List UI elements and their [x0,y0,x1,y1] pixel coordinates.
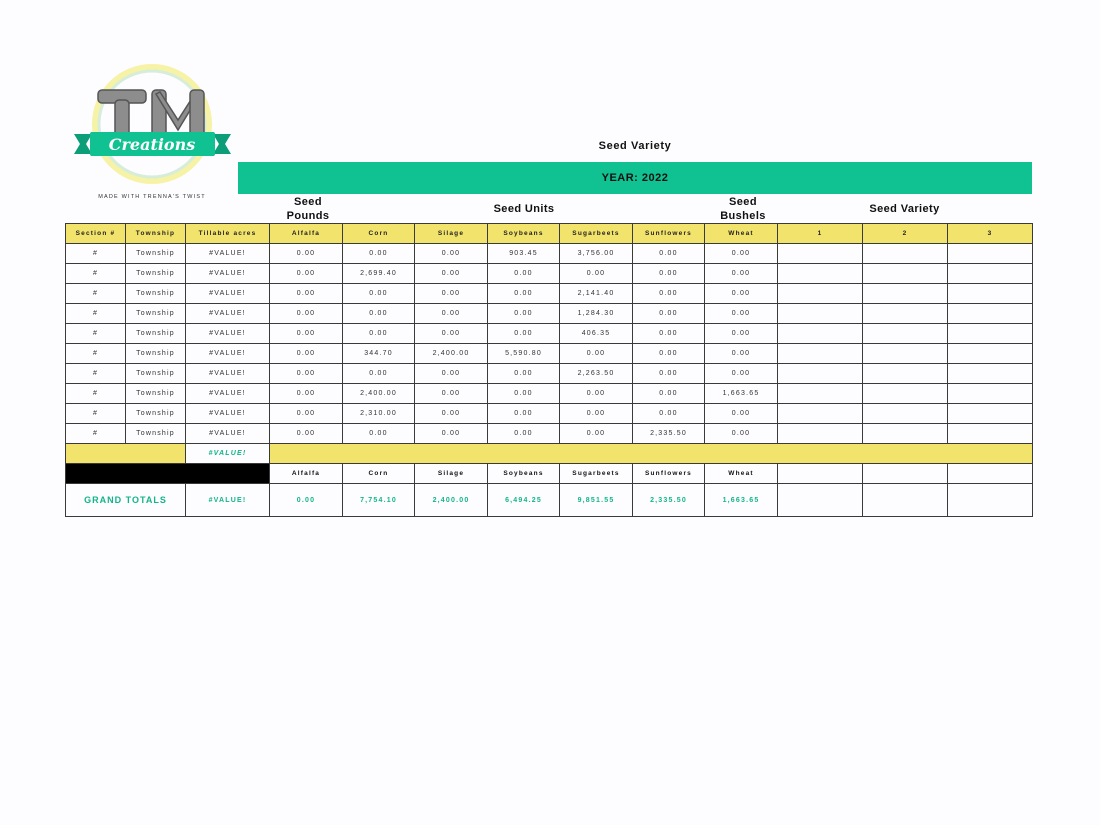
cell-1[interactable] [778,344,863,364]
cell-section[interactable]: # [66,284,126,304]
subtotal-fill-cell[interactable] [270,444,1033,464]
grand-totals-row [66,484,1033,517]
cell-wheat[interactable]: 0.00 [705,324,778,344]
cell-section[interactable]: # [66,384,126,404]
table-row [66,364,1033,384]
table-row [66,344,1033,364]
seed-table [65,223,1033,517]
column-header-sugarbeets[interactable]: Sugarbeets [560,224,633,244]
cell-sugarbeets[interactable]: 2,141.40 [560,284,633,304]
cell-corn[interactable]: 2,310.00 [343,404,415,424]
cell-silage[interactable]: 0.00 [415,304,488,324]
cell-2[interactable] [863,284,948,304]
grand-total-variety-1[interactable] [778,484,863,517]
cell-sunflowers[interactable]: 0.00 [633,364,705,384]
cell-township[interactable]: Township [126,404,186,424]
cell-tillable-acres[interactable]: #VALUE! [186,424,270,444]
cell-tillable-acres[interactable]: #VALUE! [186,384,270,404]
variety-cell-1[interactable] [778,464,863,484]
year-banner [238,162,1032,194]
cell-alfalfa[interactable]: 0.00 [270,404,343,424]
cell-alfalfa[interactable]: 0.00 [270,384,343,404]
crop-label-alfalfa[interactable]: Alfalfa [270,464,343,484]
cell-section[interactable]: # [66,424,126,444]
cell-1[interactable] [778,264,863,284]
cell-2[interactable] [863,324,948,344]
cell-soybeans[interactable]: 0.00 [488,284,560,304]
page-title: Seed Variety [598,140,672,152]
seed-variety-group-label: Seed Variety [869,203,940,215]
cell-soybeans[interactable]: 0.00 [488,304,560,324]
cell-2[interactable] [863,244,948,264]
cell-township[interactable]: Township [126,424,186,444]
cell-silage[interactable]: 0.00 [415,384,488,404]
cell-wheat[interactable]: 0.00 [705,344,778,364]
cell-sugarbeets[interactable]: 0.00 [560,424,633,444]
subtotal-tillable-acres[interactable]: #VALUE! [186,444,270,464]
cell-silage[interactable]: 0.00 [415,404,488,424]
cell-sunflowers[interactable]: 0.00 [633,304,705,324]
column-header-silage[interactable]: Silage [415,224,488,244]
variety-cell-3[interactable] [948,464,1033,484]
column-header-2[interactable]: 2 [863,224,948,244]
column-header-row [66,224,1033,244]
cell-soybeans[interactable]: 5,590.80 [488,344,560,364]
cell-2[interactable] [863,384,948,404]
grand-total-variety-2[interactable] [863,484,948,517]
cell-section[interactable]: # [66,324,126,344]
seed-units-group-label: Seed Units [493,203,555,215]
table-row [66,324,1033,344]
cell-township[interactable]: Township [126,384,186,404]
cell-1[interactable] [778,404,863,424]
cell-sugarbeets[interactable]: 1,284.30 [560,304,633,324]
cell-3[interactable] [948,384,1033,404]
cell-sunflowers[interactable]: 0.00 [633,404,705,424]
cell-tillable-acres[interactable]: #VALUE! [186,344,270,364]
table-row [66,264,1033,284]
crop-label-row [66,464,1033,484]
cell-corn[interactable]: 0.00 [343,244,415,264]
table-row [66,384,1033,404]
column-header-alfalfa[interactable]: Alfalfa [270,224,343,244]
seed-bushels-group-label: Seed Bushels [720,196,766,222]
cell-section[interactable]: # [66,244,126,264]
cell-1[interactable] [778,384,863,404]
cell-silage[interactable]: 0.00 [415,364,488,384]
cell-silage[interactable]: 0.00 [415,324,488,344]
cell-wheat[interactable]: 0.00 [705,284,778,304]
cell-sunflowers[interactable]: 0.00 [633,244,705,264]
cell-soybeans[interactable]: 0.00 [488,404,560,424]
cell-sunflowers[interactable]: 0.00 [633,284,705,304]
cell-1[interactable] [778,324,863,344]
column-header-tillable-acres[interactable]: Tillable acres [186,224,270,244]
cell-tillable-acres[interactable]: #VALUE! [186,364,270,384]
cell-tillable-acres[interactable]: #VALUE! [186,264,270,284]
cell-corn[interactable]: 0.00 [343,324,415,344]
cell-3[interactable] [948,284,1033,304]
cell-1[interactable] [778,284,863,304]
cell-alfalfa[interactable]: 0.00 [270,244,343,264]
cell-wheat[interactable]: 0.00 [705,264,778,284]
cell-silage[interactable]: 0.00 [415,244,488,264]
cell-corn[interactable]: 0.00 [343,364,415,384]
cell-sunflowers[interactable]: 0.00 [633,384,705,404]
year-label: YEAR: 2022 [601,172,669,184]
cell-silage[interactable]: 0.00 [415,284,488,304]
cell-township[interactable]: Township [126,364,186,384]
cell-soybeans[interactable]: 0.00 [488,324,560,344]
cell-wheat[interactable]: 0.00 [705,364,778,384]
cell-alfalfa[interactable]: 0.00 [270,364,343,384]
cell-wheat[interactable]: 0.00 [705,404,778,424]
cell-sugarbeets[interactable]: 0.00 [560,404,633,424]
column-header-wheat[interactable]: Wheat [705,224,778,244]
cell-1[interactable] [778,244,863,264]
table-row [66,424,1033,444]
crop-label-sunflowers[interactable]: Sunflowers [633,464,705,484]
cell-silage[interactable]: 2,400.00 [415,344,488,364]
cell-1[interactable] [778,364,863,384]
cell-3[interactable] [948,264,1033,284]
cell-section[interactable]: # [66,404,126,424]
cell-3[interactable] [948,324,1033,344]
cell-township[interactable]: Township [126,264,186,284]
grand-total-alfalfa[interactable]: 0.00 [270,484,343,517]
table-row [66,244,1033,264]
crop-label-corn[interactable]: Corn [343,464,415,484]
subtotal-blank-cell[interactable] [66,444,186,464]
cell-soybeans[interactable]: 0.00 [488,384,560,404]
column-header-township[interactable]: Township [126,224,186,244]
cell-sunflowers[interactable]: 0.00 [633,344,705,364]
cell-alfalfa[interactable]: 0.00 [270,304,343,324]
grand-total-sugarbeets[interactable]: 9,851.55 [560,484,633,517]
logo-name: Creations [108,135,196,154]
cell-silage[interactable]: 0.00 [415,264,488,284]
seed-pounds-group-label: Seed Pounds [286,196,330,222]
cell-2[interactable] [863,424,948,444]
cell-sunflowers[interactable]: 0.00 [633,324,705,344]
cell-2[interactable] [863,264,948,284]
grand-total-variety-3[interactable] [948,484,1033,517]
grand-total-silage[interactable]: 2,400.00 [415,484,488,517]
cell-alfalfa[interactable]: 0.00 [270,284,343,304]
black-cell [66,464,270,484]
cell-soybeans[interactable]: 903.45 [488,244,560,264]
table-row [66,404,1033,424]
cell-tillable-acres[interactable]: #VALUE! [186,284,270,304]
column-header-soybeans[interactable]: Soybeans [488,224,560,244]
crop-label-silage[interactable]: Silage [415,464,488,484]
cell-3[interactable] [948,424,1033,444]
crop-label-soybeans[interactable]: Soybeans [488,464,560,484]
column-header-3[interactable]: 3 [948,224,1033,244]
cell-wheat[interactable]: 0.00 [705,244,778,264]
cell-corn[interactable]: 2,699.40 [343,264,415,284]
cell-2[interactable] [863,344,948,364]
crop-label-wheat[interactable]: Wheat [705,464,778,484]
cell-corn[interactable]: 344.70 [343,344,415,364]
crop-label-sugarbeets[interactable]: Sugarbeets [560,464,633,484]
cell-wheat[interactable]: 0.00 [705,304,778,324]
cell-section[interactable]: # [66,304,126,324]
cell-corn[interactable]: 0.00 [343,304,415,324]
column-header-1[interactable]: 1 [778,224,863,244]
cell-section[interactable]: # [66,364,126,384]
cell-township[interactable]: Township [126,324,186,344]
logo-tagline: MADE WITH TRENNA'S TWIST [98,194,206,200]
cell-3[interactable] [948,364,1033,384]
cell-wheat[interactable]: 0.00 [705,424,778,444]
cell-sugarbeets[interactable]: 0.00 [560,384,633,404]
cell-tillable-acres[interactable]: #VALUE! [186,244,270,264]
cell-township[interactable]: Township [126,284,186,304]
cell-alfalfa[interactable]: 0.00 [270,264,343,284]
cell-sugarbeets[interactable]: 0.00 [560,264,633,284]
cell-3[interactable] [948,304,1033,324]
grand-totals-label: GRAND TOTALS [66,484,186,517]
cell-corn[interactable]: 0.00 [343,284,415,304]
cell-3[interactable] [948,244,1033,264]
cell-sugarbeets[interactable]: 406.35 [560,324,633,344]
column-header-sunflowers[interactable]: Sunflowers [633,224,705,244]
grand-total-sunflowers[interactable]: 2,335.50 [633,484,705,517]
cell-sunflowers[interactable]: 2,335.50 [633,424,705,444]
table-row [66,304,1033,324]
cell-township[interactable]: Township [126,304,186,324]
column-header-corn[interactable]: Corn [343,224,415,244]
cell-sugarbeets[interactable]: 0.00 [560,344,633,364]
column-header-section[interactable]: Section # [66,224,126,244]
cell-2[interactable] [863,404,948,424]
grand-total-corn[interactable]: 7,754.10 [343,484,415,517]
cell-silage[interactable]: 0.00 [415,424,488,444]
cell-township[interactable]: Township [126,344,186,364]
cell-wheat[interactable]: 1,663.65 [705,384,778,404]
cell-tillable-acres[interactable]: #VALUE! [186,404,270,424]
cell-soybeans[interactable]: 0.00 [488,364,560,384]
cell-alfalfa[interactable]: 0.00 [270,344,343,364]
cell-2[interactable] [863,304,948,324]
subtotal-row [66,444,1033,464]
cell-3[interactable] [948,344,1033,364]
cell-tillable-acres[interactable]: #VALUE! [186,304,270,324]
cell-sugarbeets[interactable]: 2,263.50 [560,364,633,384]
cell-soybeans[interactable]: 0.00 [488,264,560,284]
cell-corn[interactable]: 0.00 [343,424,415,444]
cell-tillable-acres[interactable]: #VALUE! [186,324,270,344]
cell-township[interactable]: Township [126,244,186,264]
cell-sugarbeets[interactable]: 3,756.00 [560,244,633,264]
cell-2[interactable] [863,364,948,384]
table-row [66,284,1033,304]
cell-sunflowers[interactable]: 0.00 [633,264,705,284]
cell-section[interactable]: # [66,344,126,364]
grand-total-wheat[interactable]: 1,663.65 [705,484,778,517]
tm-creations-logo [70,62,235,204]
grand-total-tillable-acres[interactable]: #VALUE! [186,484,270,517]
cell-1[interactable] [778,304,863,324]
cell-1[interactable] [778,424,863,444]
cell-alfalfa[interactable]: 0.00 [270,324,343,344]
cell-3[interactable] [948,404,1033,424]
cell-soybeans[interactable]: 0.00 [488,424,560,444]
variety-cell-2[interactable] [863,464,948,484]
grand-total-soybeans[interactable]: 6,494.25 [488,484,560,517]
cell-corn[interactable]: 2,400.00 [343,384,415,404]
cell-section[interactable]: # [66,264,126,284]
cell-alfalfa[interactable]: 0.00 [270,424,343,444]
